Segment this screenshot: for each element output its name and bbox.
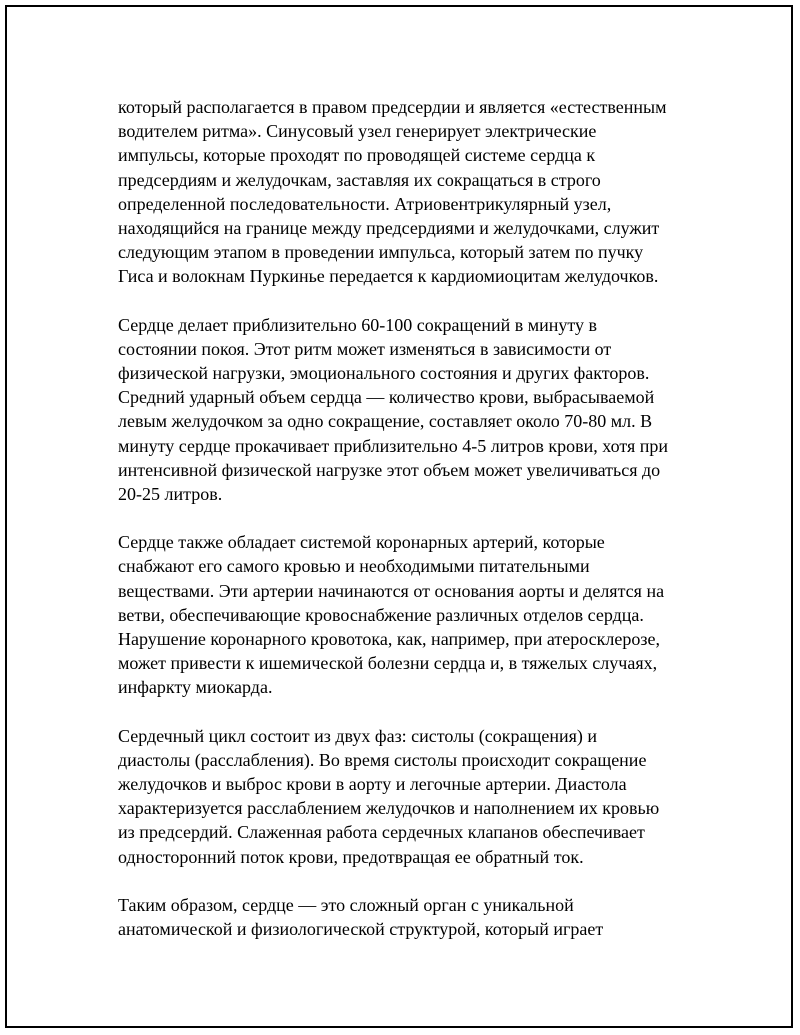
document-body bbox=[118, 95, 698, 965]
paragraph-heart-rate: Сердце делает приблизительно 60-100 сокращений в минуту в состоянии покоя. Этот ритм может изменяться в зависимости от физической нагрузки, эмоционального состояния и других факторов. Средний ударный объем сердца — количество крови, выбрасываемой левым желудочком за одно сокращение, составляет около 70-80 мл. В минуту сердце прокачивает приблизительно 4-5 литров крови, хотя при интенсивной физической нагрузке этот объем может увеличиваться до 20-25 литров. bbox=[118, 314, 669, 505]
paragraph-coronary-arteries: Сердце также обладает системой коронарных артерий, которые снабжают его самого кровью и необходимыми питательными веществами. Эти артерии начинаются от основания аорты и делятся на ветви, обеспечивающие кровоснабжение различных отделов сердца. Нарушение коронарного кровотока, как, например, при атеросклерозе, может привести к ишемической болезни сердца и, в тяжелых случаях, инфаркту миокарда. bbox=[118, 532, 665, 698]
paragraph-cardiac-cycle: Сердечный цикл состоит из двух фаз: систолы (сокращения) и диастолы (расслабления). Во время систолы происходит сокращение желудочков и выброс крови в аорту и легочные артерии. Диастола характеризуется расслаблением желудочков и наполнением их кровью из предсердий. Слаженная работа сердечных клапанов обеспечивает односторонний поток крови, предотвращая ее обратный ток. bbox=[118, 725, 660, 867]
paragraph-conclusion: Таким образом, сердце — это сложный орган с уникальной анатомической и физиологической структурой, который играет bbox=[118, 894, 604, 940]
paragraph-conduction-system: который располагается в правом предсердии и является «естественным водителем ритма». Синусовый узел генерирует электрические импульсы, которые проходят по проводящей системе сердца к предсердиям и желудочкам, заставляя их сокращаться в строго определенной последовательности. Атриовентрикулярный узел, находящийся на границе между предсердиями и желудочками, служит следующим этапом в проведении импульса, который затем по пучку Гиса и волокнам Пуркинье передается к кардиомиоцитам желудочков. bbox=[118, 97, 667, 287]
